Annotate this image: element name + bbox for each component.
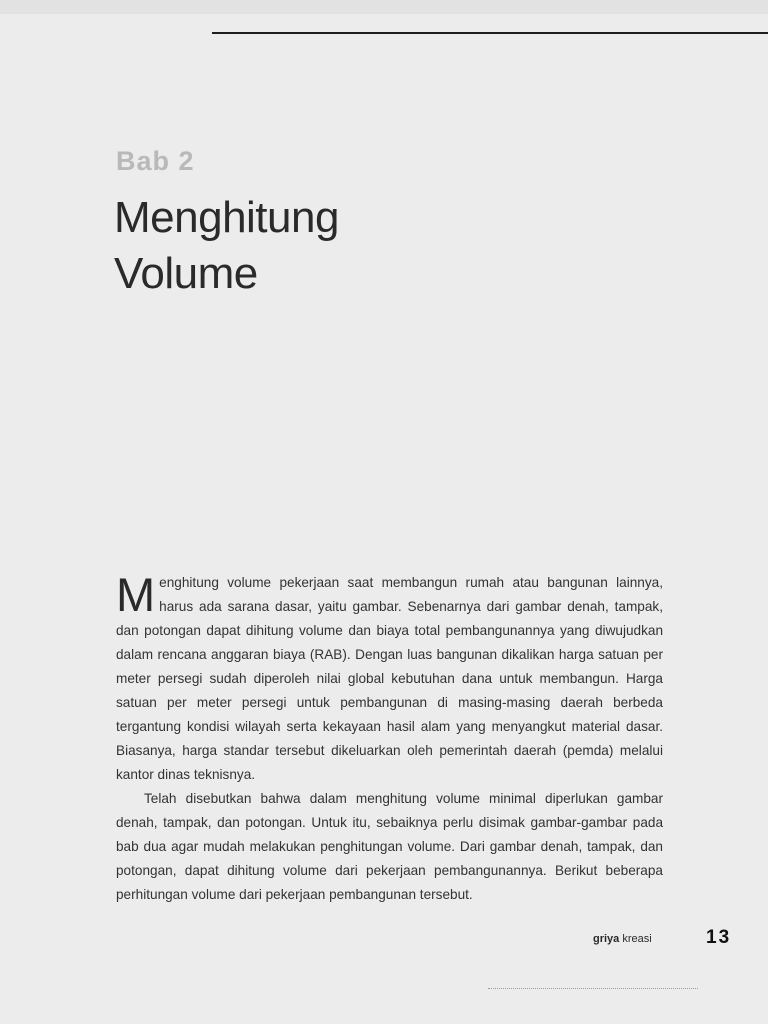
- drop-cap: M: [116, 568, 156, 621]
- page-number: 13: [706, 927, 732, 948]
- paragraph-1-text: enghitung volume pekerjaan saat membangun rumah atau bangunan lainnya, harus ada sarana dasar, yaitu gambar. Sebenarnya dari gambar denah, tampak, dan potongan dapat dihitung volume dan biaya total pembangunannya yang diwujudkan dalam rencana anggaran biaya (RAB). Dengan luas bangunan dikalikan harga satuan per meter persegi sudah diperoleh nilai global kebutuhan dana untuk membangun. Harga satuan per meter persegi untuk pembangunan di masing-masing daerah berbeda tergantung kondisi wilayah serta kekayaan hasil alam yang menyangkut material dasar. Biasanya, harga standar tersebut dikeluarkan oleh pemerintah daerah (pemda) melalui kantor dinas teknisnya.: [116, 575, 663, 782]
- footer-brand: [593, 933, 652, 945]
- chapter-title: [114, 190, 339, 302]
- chapter-title-line-2: Volume: [114, 249, 258, 298]
- scan-specks: [488, 988, 698, 993]
- header-rule: [212, 32, 768, 34]
- footer-brand-regular: kreasi: [622, 933, 652, 945]
- page-top-shade: [0, 0, 768, 14]
- chapter-title-line-1: Menghitung: [114, 193, 339, 242]
- chapter-label: Bab 2: [116, 146, 195, 176]
- footer-brand-bold: griya: [593, 933, 620, 945]
- body-text: [116, 568, 663, 907]
- paragraph-1: [116, 568, 663, 787]
- paragraph-2: Telah disebutkan bahwa dalam menghitung volume minimal diperlukan gambar denah, tampak, dan potongan. Untuk itu, sebaiknya perlu disimak gambar-gambar pada bab dua agar mudah melakukan penghitungan volume. Dari gambar denah, tampak, dan potongan, dapat dihitung volume dari pekerjaan pembangunannya. Berikut beberapa perhitungan volume dari pekerjaan pembangunan tersebut.: [116, 791, 663, 902]
